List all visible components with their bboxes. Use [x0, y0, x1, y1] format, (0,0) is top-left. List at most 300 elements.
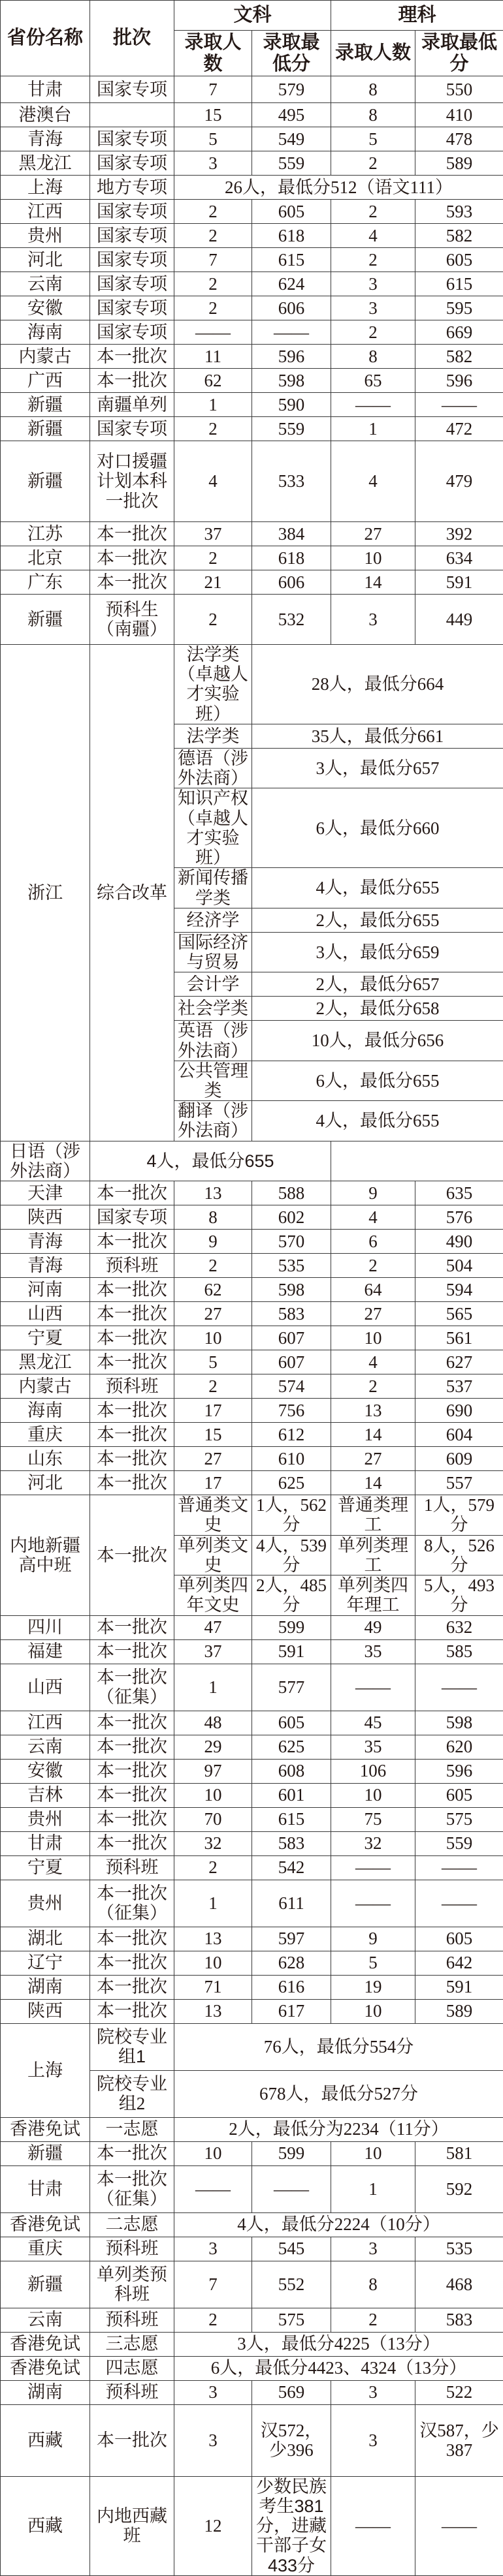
table-row [1, 1807, 503, 1831]
table-row [1, 2476, 503, 2575]
province-cell: 安徽 [1, 296, 90, 320]
table-row [1, 1951, 503, 1975]
batch-cell: 二志愿 [90, 2212, 174, 2237]
table-row [1, 248, 503, 272]
score-cell: 606 [252, 570, 331, 595]
summary-cell: 2人，最低分655 [252, 908, 503, 932]
batch-cell: 本一批次 [90, 1181, 174, 1205]
score-cell: 17 [174, 1471, 252, 1495]
batch-cell: 本一批次 [90, 1759, 174, 1783]
score-cell: 27 [174, 1447, 252, 1471]
score-cell: 8人，526分 [415, 1535, 503, 1575]
province-cell: 宁夏 [1, 1326, 90, 1350]
score-cell: 3 [331, 2380, 415, 2404]
score-cell: 479 [415, 441, 503, 522]
score-cell: 13 [174, 1999, 252, 2023]
province-cell: 湖北 [1, 1927, 90, 1951]
batch-cell: 预科班 [90, 2308, 174, 2332]
score-cell: 598 [415, 1711, 503, 1735]
table-row [1, 2308, 503, 2332]
province-cell: 浙江 [1, 645, 90, 1141]
batch-cell: 本一批次 [90, 1951, 174, 1975]
batch-cell: 本一批次 [90, 1735, 174, 1759]
score-cell: 618 [252, 224, 331, 248]
table-row [1, 1783, 503, 1807]
score-cell: 552 [252, 2261, 331, 2308]
score-cell: 27 [331, 1302, 415, 1326]
score-cell: 596 [252, 345, 331, 369]
score-cell: 知识产权（卓越人才实验班） [174, 788, 252, 868]
score-cell: 549 [252, 127, 331, 151]
score-cell: 537 [415, 1374, 503, 1399]
header-row-1 [1, 1, 503, 31]
score-cell: —— [415, 393, 503, 417]
score-cell: 27 [331, 522, 415, 546]
score-cell: 少数民族考生381分，进藏干部子女433分 [252, 2476, 331, 2575]
table-row [1, 1447, 503, 1471]
score-cell: 618 [252, 546, 331, 570]
score-cell: 10 [174, 2141, 252, 2165]
summary-cell: 28人，最低分664 [252, 645, 503, 724]
table-row [1, 2404, 503, 2476]
batch-cell: 四志愿 [90, 2356, 174, 2380]
table-row [1, 2212, 503, 2237]
score-cell: 9 [174, 1230, 252, 1254]
province-cell: 贵州 [1, 1807, 90, 1831]
province-cell: 天津 [1, 1181, 90, 1205]
province-cell: 陕西 [1, 1205, 90, 1230]
score-cell: 10 [331, 2141, 415, 2165]
score-cell: 599 [252, 1615, 331, 1639]
score-cell: 普通类理工 [331, 1495, 415, 1535]
score-cell: 37 [174, 1639, 252, 1664]
summary-cell: 76人，最低分554分 [174, 2023, 503, 2070]
score-cell: 10 [331, 546, 415, 570]
score-cell: 611 [252, 1880, 331, 1927]
score-cell: 605 [415, 1783, 503, 1807]
table-row [1, 1999, 503, 2023]
header-province: 省份名称 [1, 1, 90, 76]
score-cell: 5 [174, 1350, 252, 1374]
batch-cell: 内地西藏班 [90, 2476, 174, 2575]
batch-cell: 本一批次 [90, 522, 174, 546]
province-cell: 云南 [1, 1735, 90, 1759]
score-cell: 617 [252, 1999, 331, 2023]
province-cell: 香港免试 [1, 2356, 90, 2380]
table-row [1, 151, 503, 176]
table-row [1, 1254, 503, 1278]
summary-cell: 2人，最低分为2234（11分） [174, 2117, 503, 2141]
score-cell: 29 [174, 1735, 252, 1759]
score-cell: 615 [415, 272, 503, 296]
table-row [1, 595, 503, 645]
score-cell: 13 [174, 1927, 252, 1951]
batch-cell: 国家专项 [90, 76, 174, 103]
score-cell: 577 [252, 1664, 331, 1711]
batch-cell: 本一批次 [90, 546, 174, 570]
score-cell: 英语（涉外法商） [174, 1021, 252, 1061]
province-cell: 贵州 [1, 224, 90, 248]
score-cell: 582 [415, 345, 503, 369]
province-cell: 内蒙古 [1, 345, 90, 369]
score-cell: 3 [174, 2404, 252, 2476]
batch-cell: 本一批次 [90, 1999, 174, 2023]
header-science: 理科 [331, 1, 503, 31]
province-cell: 甘肃 [1, 1831, 90, 1855]
score-cell: 10 [331, 1783, 415, 1807]
batch-cell: 本一批次 [90, 1615, 174, 1639]
score-cell: 570 [252, 1230, 331, 1254]
score-cell: 624 [252, 272, 331, 296]
batch-cell: 预科班 [90, 1254, 174, 1278]
score-cell: 593 [415, 200, 503, 224]
batch-cell: 本一批次 [90, 1326, 174, 1350]
score-cell: 2 [174, 1855, 252, 1880]
batch-cell: 国家专项 [90, 296, 174, 320]
score-cell: 2 [174, 1374, 252, 1399]
province-cell: 广西 [1, 369, 90, 393]
summary-cell: 26人，最低分512（语文111） [174, 176, 503, 200]
score-cell: 1人，579分 [415, 1495, 503, 1535]
score-cell: 628 [252, 1951, 331, 1975]
header-science-min-score: 录取最低分 [415, 31, 503, 76]
province-cell: 广东 [1, 570, 90, 595]
table-row [1, 1141, 503, 1181]
score-cell: 10 [331, 1999, 415, 2023]
score-cell: 32 [174, 1831, 252, 1855]
table-row [1, 417, 503, 441]
batch-cell: 三志愿 [90, 2332, 174, 2356]
score-cell: 17 [174, 1399, 252, 1423]
score-cell: 620 [415, 1735, 503, 1759]
score-cell: 582 [415, 224, 503, 248]
table-row [1, 127, 503, 151]
score-cell: 49 [331, 1615, 415, 1639]
score-cell: 550 [415, 76, 503, 103]
score-cell: 627 [415, 1350, 503, 1374]
score-cell: 1 [331, 417, 415, 441]
score-cell: 14 [331, 570, 415, 595]
province-cell: 日语（涉外法商） [1, 1141, 90, 1181]
province-cell: 内蒙古 [1, 1374, 90, 1399]
score-cell: 11 [174, 345, 252, 369]
province-cell: 北京 [1, 546, 90, 570]
score-cell: 14 [331, 1423, 415, 1447]
score-cell: 384 [252, 522, 331, 546]
table-row [1, 1350, 503, 1374]
score-cell: 2 [174, 224, 252, 248]
score-cell: 7 [174, 248, 252, 272]
score-cell: 75 [331, 1807, 415, 1831]
summary-cell: 10人，最低分656 [252, 1021, 503, 1061]
province-cell: 青海 [1, 1254, 90, 1278]
score-cell: 612 [252, 1423, 331, 1447]
score-cell: 2 [174, 200, 252, 224]
province-cell: 重庆 [1, 2237, 90, 2261]
batch-cell: 本一批次 [90, 1471, 174, 1495]
table-row [1, 522, 503, 546]
table-row [1, 1615, 503, 1639]
province-cell: 河北 [1, 248, 90, 272]
batch-cell: 本一批次 [90, 1399, 174, 1423]
table-row [1, 103, 503, 127]
score-cell: 2 [174, 272, 252, 296]
score-cell: 106 [331, 1759, 415, 1783]
score-cell: 585 [415, 1639, 503, 1664]
score-cell: 15 [174, 103, 252, 127]
score-cell: 社会学类 [174, 997, 252, 1021]
score-cell: 10 [174, 1783, 252, 1807]
score-cell: 会计学 [174, 972, 252, 997]
table-row [1, 1927, 503, 1951]
province-cell: 上海 [1, 176, 90, 200]
batch-cell: 本一批次 [90, 1423, 174, 1447]
score-cell: 法学类（卓越人才实验班） [174, 645, 252, 724]
batch-cell: 国家专项 [90, 200, 174, 224]
table-row [1, 345, 503, 369]
score-cell: 535 [415, 2237, 503, 2261]
summary-cell: 3人，最低分657 [252, 748, 503, 788]
score-cell: 1 [174, 1880, 252, 1927]
score-cell: —— [252, 320, 331, 345]
summary-cell: 6人，最低分660 [252, 788, 503, 868]
score-cell: 2 [331, 1374, 415, 1399]
province-cell: 宁夏 [1, 1855, 90, 1880]
score-cell: 490 [415, 1230, 503, 1254]
score-cell: 8 [174, 1205, 252, 1230]
province-cell: 甘肃 [1, 76, 90, 103]
score-cell: 2人，485分 [252, 1575, 331, 1615]
province-cell: 黑龙江 [1, 1350, 90, 1374]
score-cell: 单列类理工 [331, 1535, 415, 1575]
batch-cell: 预科班 [90, 2237, 174, 2261]
score-cell: 37 [174, 522, 252, 546]
score-cell: 71 [174, 1975, 252, 1999]
score-cell: —— [174, 2165, 252, 2212]
score-cell: 19 [331, 1975, 415, 1999]
score-cell: 21 [174, 570, 252, 595]
table-row [1, 2261, 503, 2308]
batch-cell: 本一批次 [90, 1639, 174, 1664]
province-cell: 吉林 [1, 1783, 90, 1807]
score-cell: 27 [331, 1447, 415, 1471]
score-cell: 2 [174, 1254, 252, 1278]
score-cell: 609 [415, 1447, 503, 1471]
table-row [1, 1423, 503, 1447]
score-cell: 3 [331, 2237, 415, 2261]
table-row [1, 1495, 503, 1535]
score-cell: 592 [415, 2165, 503, 2212]
table-row [1, 1664, 503, 1711]
score-cell: 690 [415, 1399, 503, 1423]
summary-cell: 678人，最低分527分 [174, 2070, 503, 2117]
score-cell: 1 [331, 2165, 415, 2212]
table-row [1, 546, 503, 570]
score-cell: 院校专业组2 [90, 2070, 174, 2117]
table-row [1, 1880, 503, 1927]
score-cell: 13 [174, 1181, 252, 1205]
score-cell: 615 [252, 248, 331, 272]
score-cell: 4 [331, 224, 415, 248]
table-row [1, 76, 503, 103]
score-cell: 单列类四年理工 [331, 1575, 415, 1615]
province-cell: 山东 [1, 1447, 90, 1471]
header-arts-min-score: 录取最低分 [252, 31, 331, 76]
table-row [1, 1205, 503, 1230]
province-cell: 四川 [1, 1615, 90, 1639]
province-cell: 新疆 [1, 2141, 90, 2165]
score-cell: 7 [174, 2261, 252, 2308]
score-cell: 595 [415, 296, 503, 320]
table-row [1, 441, 503, 522]
score-cell: 法学类 [174, 724, 252, 748]
score-cell: 596 [415, 369, 503, 393]
score-cell: 605 [415, 248, 503, 272]
batch-cell: 本一批次 [90, 1807, 174, 1831]
score-cell: 62 [174, 1278, 252, 1302]
score-cell: 410 [415, 103, 503, 127]
score-cell: 4 [174, 441, 252, 522]
score-cell: 581 [415, 2141, 503, 2165]
province-cell: 香港免试 [1, 2117, 90, 2141]
score-cell: 2 [174, 546, 252, 570]
score-cell: 634 [415, 546, 503, 570]
score-cell: 557 [415, 1471, 503, 1495]
score-cell: 9 [331, 1927, 415, 1951]
score-cell: 605 [415, 1927, 503, 1951]
table-row [1, 2380, 503, 2404]
province-cell: 江苏 [1, 522, 90, 546]
score-cell: 583 [415, 2308, 503, 2332]
score-cell: 392 [415, 522, 503, 546]
table-row [1, 1735, 503, 1759]
batch-cell: 单列类预科班 [90, 2261, 174, 2308]
score-cell: 669 [415, 320, 503, 345]
province-cell: 云南 [1, 272, 90, 296]
score-cell: 新闻传播学类 [174, 868, 252, 908]
province-cell: 西藏 [1, 2404, 90, 2476]
score-cell: 522 [415, 2380, 503, 2404]
province-cell: 内地新疆高中班 [1, 1495, 90, 1615]
batch-cell: 一志愿 [90, 2117, 174, 2141]
score-cell: 7 [174, 76, 252, 103]
table-row [1, 2117, 503, 2141]
score-cell: 625 [252, 1735, 331, 1759]
score-cell: 579 [252, 76, 331, 103]
province-cell: 海南 [1, 320, 90, 345]
score-cell: 1 [174, 393, 252, 417]
score-cell: 588 [252, 1181, 331, 1205]
table-row [1, 1471, 503, 1495]
score-cell: 70 [174, 1807, 252, 1831]
score-cell: 605 [252, 200, 331, 224]
score-cell: 32 [331, 1831, 415, 1855]
score-cell: 48 [174, 1711, 252, 1735]
score-cell: 598 [252, 369, 331, 393]
score-cell: 国际经济与贸易 [174, 932, 252, 972]
score-cell: 8 [331, 2261, 415, 2308]
province-cell: 陕西 [1, 1999, 90, 2023]
score-cell: 3 [174, 151, 252, 176]
table-row [1, 1975, 503, 1999]
score-cell: 经济学 [174, 908, 252, 932]
score-cell: 545 [252, 2237, 331, 2261]
score-cell: 569 [252, 2380, 331, 2404]
table-row [1, 2165, 503, 2212]
province-cell: 重庆 [1, 1423, 90, 1447]
score-cell: 2 [331, 248, 415, 272]
batch-cell: 本一批次 [90, 1927, 174, 1951]
score-cell: 598 [252, 1278, 331, 1302]
province-cell: 云南 [1, 2308, 90, 2332]
score-cell: 559 [415, 1831, 503, 1855]
score-cell: 10 [174, 1326, 252, 1350]
score-cell: 589 [415, 1999, 503, 2023]
score-cell: 632 [415, 1615, 503, 1639]
batch-cell: 地方专项 [90, 176, 174, 200]
province-cell: 黑龙江 [1, 151, 90, 176]
score-cell: 535 [252, 1254, 331, 1278]
score-cell: 4人，539分 [252, 1535, 331, 1575]
score-cell: 6 [331, 1230, 415, 1254]
table-row [1, 2141, 503, 2165]
score-cell: 607 [252, 1350, 331, 1374]
score-cell: 478 [415, 127, 503, 151]
score-cell: 10 [331, 1326, 415, 1350]
province-cell: 江西 [1, 200, 90, 224]
batch-cell: 国家专项 [90, 151, 174, 176]
batch-cell: 国家专项 [90, 417, 174, 441]
table-row [1, 570, 503, 595]
score-cell: 5 [331, 127, 415, 151]
batch-cell: 本一批次 [90, 1711, 174, 1735]
table-row [1, 1278, 503, 1302]
score-cell: 1人，562分 [252, 1495, 331, 1535]
table-row [1, 1374, 503, 1399]
batch-cell: 预科生（南疆） [90, 595, 174, 645]
score-cell: 64 [331, 1278, 415, 1302]
summary-cell: 4人，最低分655 [252, 868, 503, 908]
table-row [1, 1831, 503, 1855]
batch-cell: 南疆单列 [90, 393, 174, 417]
batch-cell: 预科班 [90, 2380, 174, 2404]
score-cell: 559 [252, 151, 331, 176]
batch-cell: 本一批次 [90, 1975, 174, 1999]
score-cell: 532 [252, 595, 331, 645]
score-cell: 596 [415, 1759, 503, 1783]
score-cell: 615 [252, 1807, 331, 1831]
summary-cell: 6人，最低分4423、4324（13分） [174, 2356, 503, 2380]
score-cell: 3 [331, 595, 415, 645]
score-cell: 597 [252, 1927, 331, 1951]
province-cell: 贵州 [1, 1880, 90, 1927]
score-cell: 3 [331, 296, 415, 320]
score-cell: 608 [252, 1759, 331, 1783]
score-cell: 574 [252, 1374, 331, 1399]
score-cell: 10 [174, 1951, 252, 1975]
score-cell: 504 [415, 1254, 503, 1278]
batch-cell: 本一批次 [90, 1230, 174, 1254]
batch-cell: 国家专项 [90, 320, 174, 345]
table-body [1, 76, 503, 2576]
province-cell: 河北 [1, 1471, 90, 1495]
province-cell: 青海 [1, 127, 90, 151]
table-row [1, 1399, 503, 1423]
score-cell: 2 [331, 2308, 415, 2332]
score-cell: 495 [252, 103, 331, 127]
batch-cell: 本一批次 [90, 1495, 174, 1615]
batch-cell: 本一批次 [90, 1831, 174, 1855]
